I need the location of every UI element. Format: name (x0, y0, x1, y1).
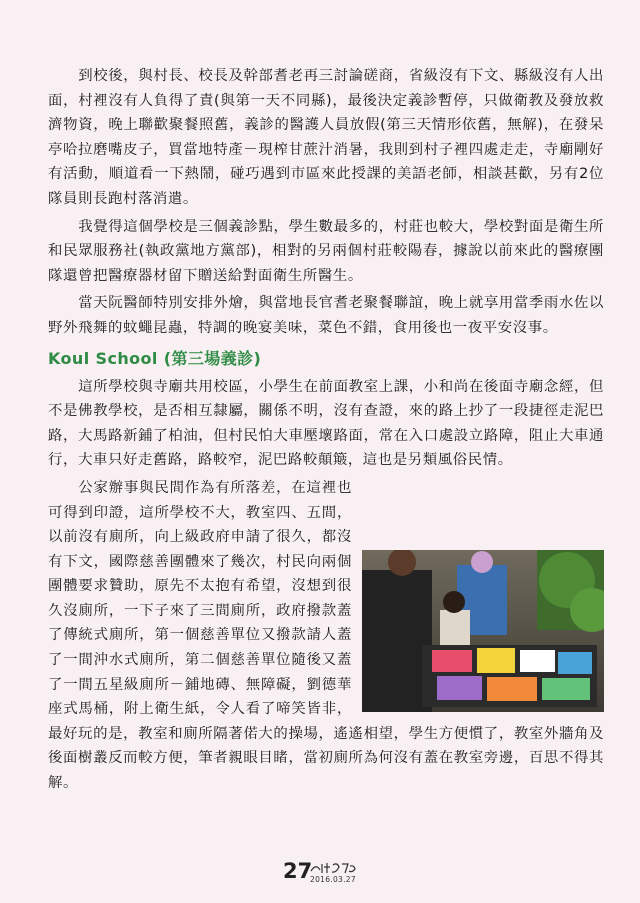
section-heading: Koul School (第三場義診) (48, 348, 262, 368)
paragraph-5: 公家辦事與民間作為有所落差，在這裡也可得到印證，這所學校不大，教室四、五間，以前沒有廁所，向上級政府申請了很久，都沒有下文，國際慈善團體來了幾次，村民向兩個團體要求贊助，原先不太抱有希望，沒想到很久沒廁所，一下子來了三間廁所，政府撥款蓋了傳統式廁所，第一個慈善單位又撥款請人蓋了一間沖水式廁所，第二個慈善單位隨後又蓋了一間五星級廁所－鋪地磚、無障礙，劉德華座式馬桶，附上衛生紙，令人看了啼笑皆非，最好玩的是，教室和廁所隔著偌大的操場，遙遙相望，學生方便慣了，教室外牆角及後面樹叢反而較方便，筆者親眼目睹，當初廁所為何沒有蓋在教室旁邊，百思不得其解。 (48, 479, 604, 792)
page-footer (0, 858, 640, 898)
publication-date: 2016.03.27 (310, 875, 356, 884)
paragraph-5-block (48, 476, 604, 796)
volunteers-photo (362, 550, 604, 712)
article-body (48, 64, 604, 799)
paragraph-2: 我覺得這個學校是三個義診點，學生數最多的，村莊也較大，學校對面是衛生所和民眾服務社(執政黨地方黨部)，相對的另兩個村莊較陽春，據說以前來此的醫療團隊還曾把醫療器材留下贈送給對面衛生所醫生。 (48, 218, 604, 284)
paragraph-1: 到校後，與村長、校長及幹部耆老再三討論磋商，省級沒有下文、縣級沒有人出面，村裡沒有人負得了責(與第一天不同縣)，最後決定義診暫停，只做衛教及發放救濟物資，晚上聯歡聚餐照舊，義診的醫護人員放假(第三天情形依舊，無解)，在發呆亭哈拉磨嘴皮子，買當地特產－現榨甘蔗汁消暑，我則到村子裡四處走走，寺廟剛好有活動，順道看一下熱鬧，碰巧遇到市區來此授課的美語老師，相談甚歡，另有2位隊員則長跑村落消遣。 (48, 68, 604, 207)
publication-logo-icon (310, 861, 356, 875)
paragraph-3: 當天阮醫師特別安排外燴，與當地長官耆老聚餐聯誼，晚上就享用當季雨水佐以野外飛舞的蚊蠅昆蟲，特調的晚宴美味，菜色不錯，食用後也一夜平安沒事。 (48, 295, 604, 336)
photo-illustration-icon (362, 550, 604, 712)
paragraph-4: 這所學校與寺廟共用校區，小學生在前面教室上課，小和尚在後面寺廟念經，但不是佛教學校，是否相互隸屬，關係不明，沒有查證，來的路上抄了一段捷徑走泥巴路，大馬路新鋪了柏油，但村民怕大車壓壞路面，常在入口處設立路障，阻止大車通行，大車只好走舊路，路較窄，泥巴路較顛簸，這也是另類風俗民情。 (48, 378, 604, 469)
page-number: 27 (283, 859, 313, 883)
